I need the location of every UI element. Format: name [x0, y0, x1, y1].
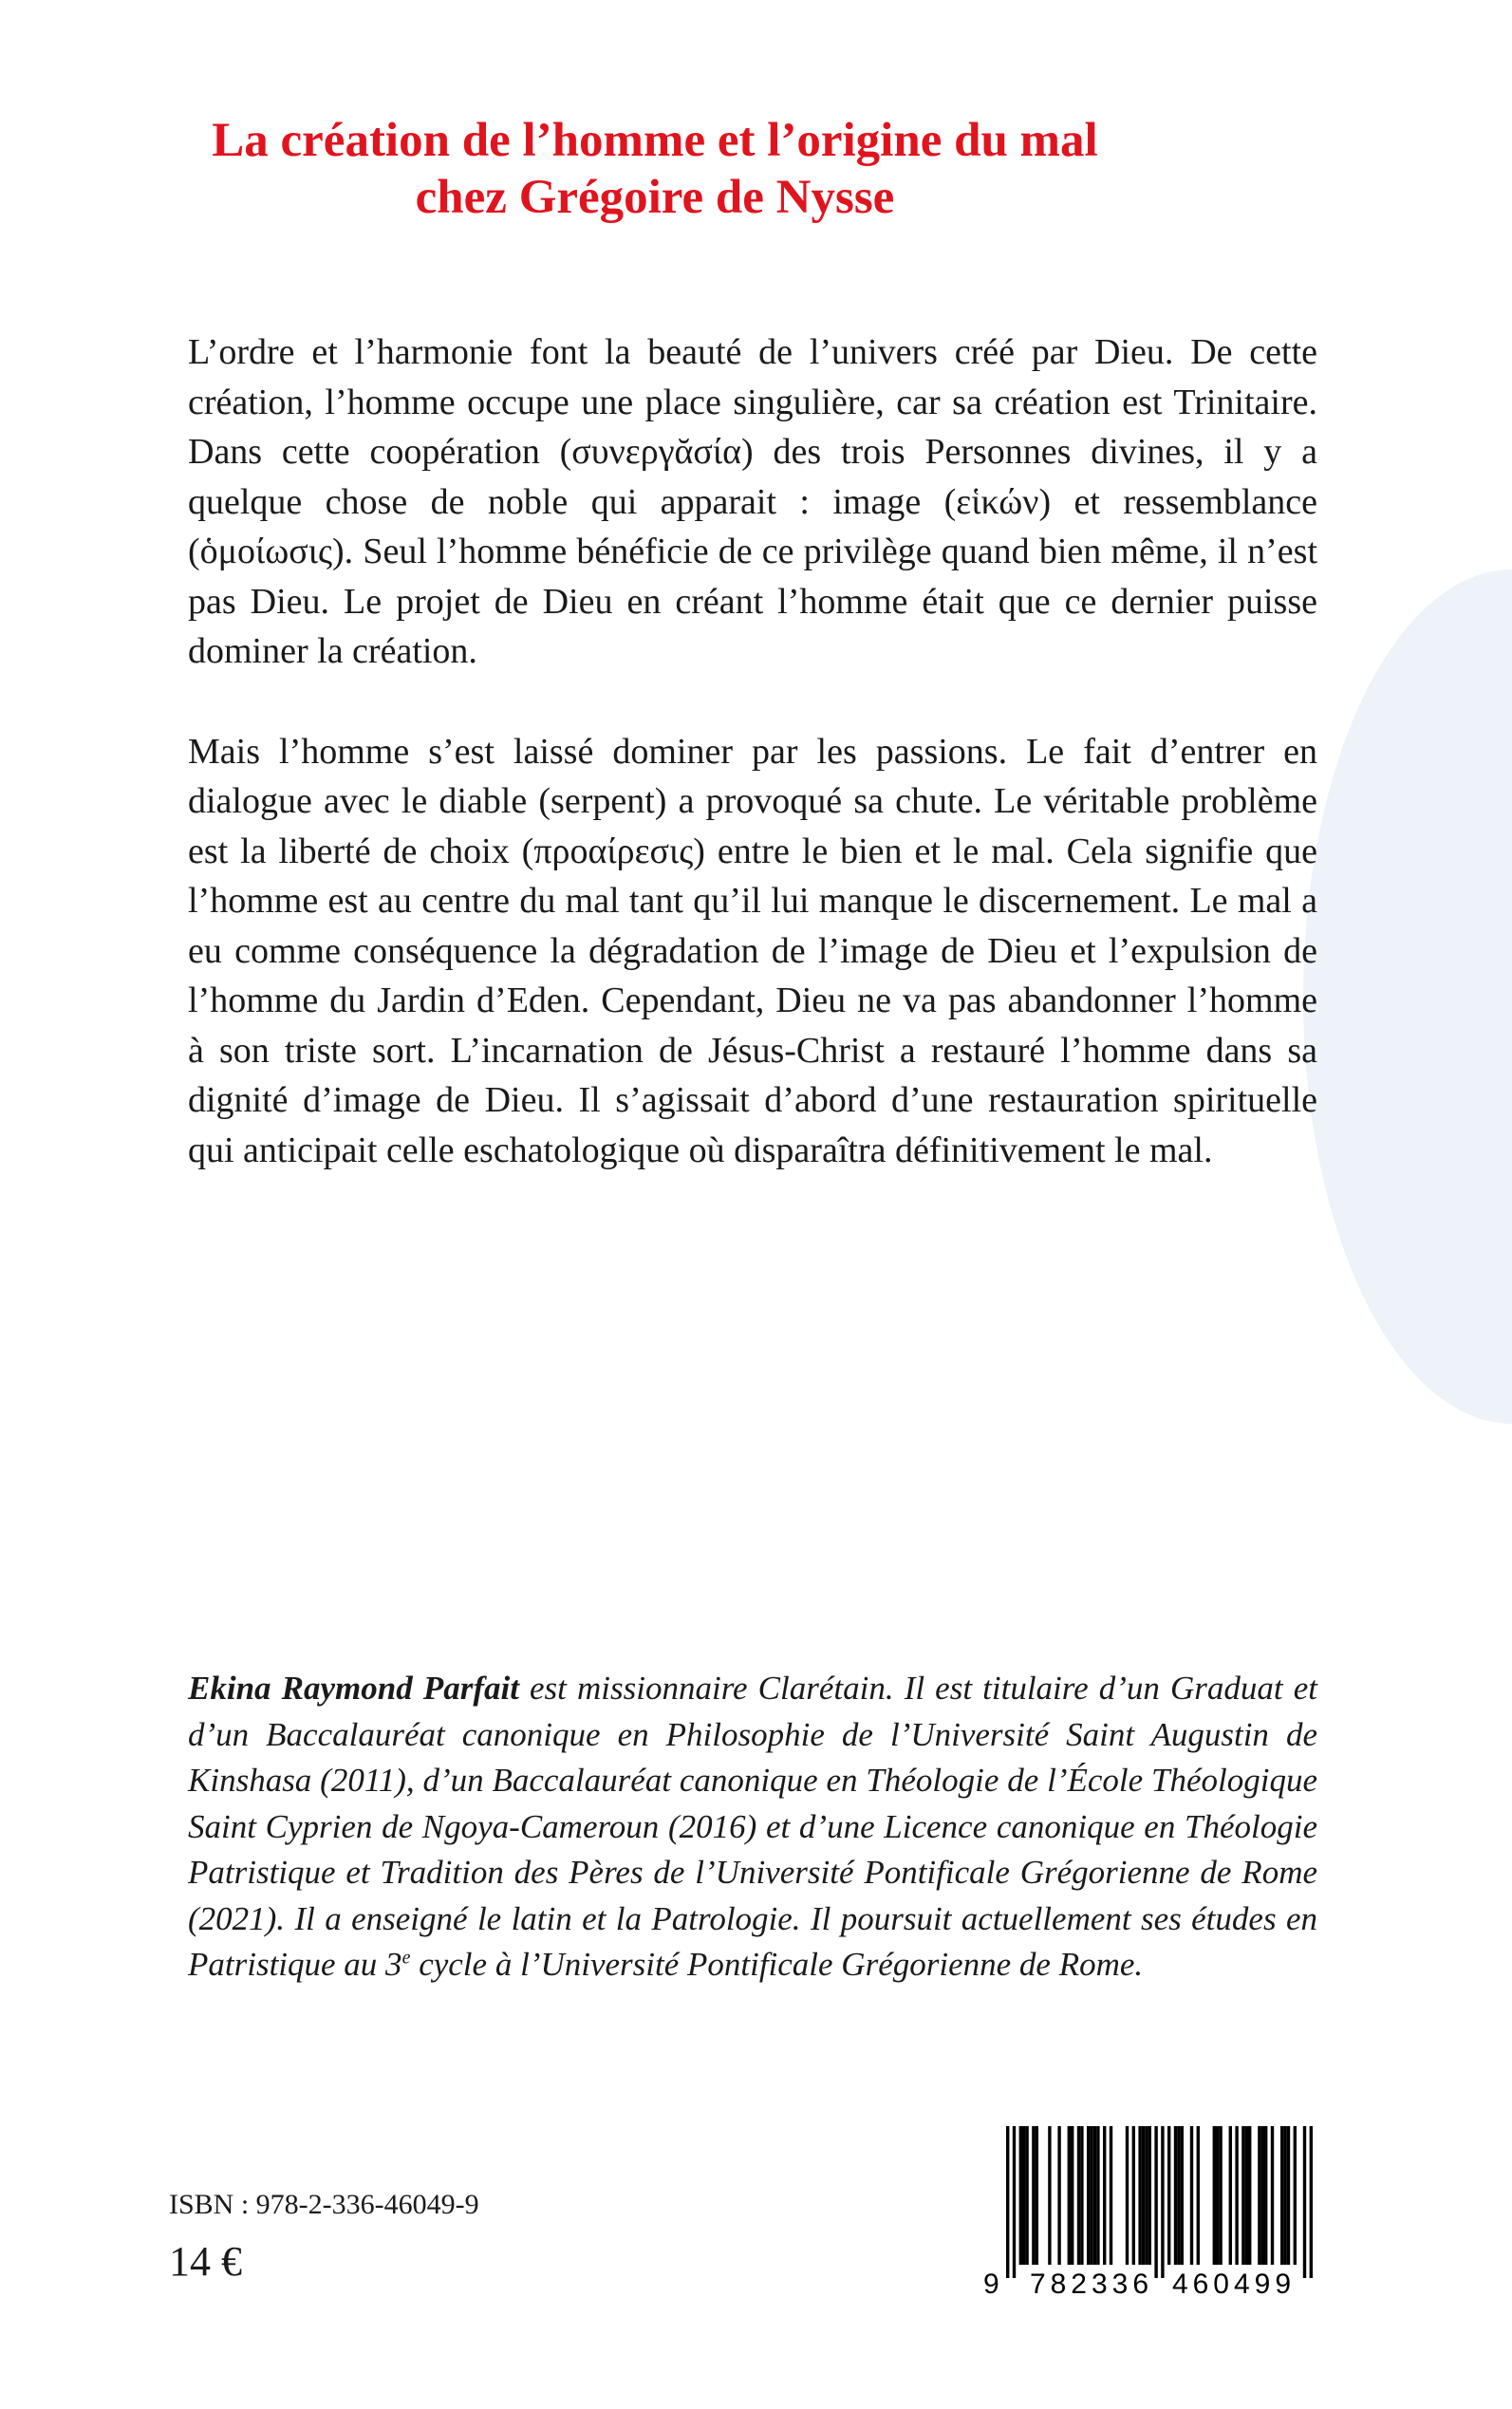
barcode-bar [1036, 2126, 1038, 2265]
bio-text-part-1: est missionnaire Clarétain. Il est titulaire d’un Graduat et d’un Baccalauréat canonique en Philosophie de l’Université Saint Augustin de Kinshasa (2011), d’un Baccalauréat canonique en Théologie de l’École Théologique Saint Cyprien de Ngoya-Cameroun (2016) et d’une Licence canonique en Théologie Patristique et Tradition des Pères de l’Université Pontificale Grégorienne de Rome (2021). Il a enseigné le latin et la Patrologie. Il poursuit actuellement ses études en Patristique au 3 [188, 1670, 1317, 1983]
barcode-bar [1032, 2126, 1035, 2265]
barcode-bar [1241, 2126, 1244, 2265]
barcode-left-digits: 782336 [1029, 2269, 1154, 2300]
barcode-bar [1022, 2126, 1025, 2265]
barcode-bar [1161, 2126, 1164, 2278]
barcode-bar [1048, 2126, 1051, 2265]
author-biography [188, 1666, 1317, 1989]
book-title-line-1: La création de l’homme et l’origine du mal [212, 114, 1098, 167]
barcode-first-digit: 9 [983, 2269, 999, 2300]
barcode-bar [1303, 2126, 1306, 2278]
barcode-bar [1235, 2126, 1238, 2265]
barcode-bar [1006, 2126, 1009, 2278]
barcode-bar [1071, 2126, 1073, 2265]
barcode-bar [1096, 2126, 1099, 2265]
barcode-bar [1080, 2126, 1083, 2265]
barcode-bar [1019, 2126, 1022, 2265]
summary-paragraph-1: L’ordre et l’harmonie font la beauté de l’univers créé par Dieu. De cette création, l’homme occupe une place singulière, car sa création est Trinitaire. Dans cette coopération (συνεργᾰσία) des trois Personnes divines, il y a quelque chose de noble qui apparait : image (εἱκών) et ressemblance (ὁμοίωσις). Seul l’homme bénéficie de ce privilège quand bien même, il n’est pas Dieu. Le projet de Dieu en créant l’homme était que ce dernier puisse dominer la création. [188, 332, 1317, 671]
barcode-bar [1310, 2126, 1313, 2278]
barcode-bar [1154, 2126, 1157, 2278]
barcode-bar [1280, 2126, 1283, 2265]
barcode-bar [1287, 2126, 1290, 2265]
summary-paragraph-2: Mais l’homme s’est laissé dominer par les passions. Le fait d’entrer en dialogue avec le diable (serpent) a provoqué sa chute. Le véritable problème est la liberté de choix (προαίρεσις) entre le bien et le mal. Cela signifie que l’homme est au centre du mal tant qu’il lui manque le discernement. Le mal a eu comme conséquence la dégradation de l’image de Dieu et l’expulsion de l’homme du Jardin d’Eden. Cependant, Dieu ne va pas abandonner l’homme à son triste sort. L’incarnation de Jésus-Christ a restauré l’homme dans sa dignité d’image de Dieu. Il s’agissait d’abord d’une restauration spirituelle qui anticipait celle eschatologique où disparaîtra définitivement le mal. [188, 731, 1317, 1170]
book-title [95, 112, 1215, 226]
barcode-graphic [978, 2124, 1336, 2305]
barcode-bar [1025, 2126, 1028, 2265]
bio-text-part-2: cycle à l’Université Pontificale Grégorienne de Rome. [410, 1946, 1144, 1983]
barcode-bar [1190, 2126, 1193, 2265]
barcode-bar [1148, 2126, 1151, 2265]
barcode-bar [1264, 2126, 1267, 2265]
barcode-bar [1258, 2126, 1260, 2265]
barcode-bar [1294, 2126, 1297, 2265]
isbn-number: ISBN : 978-2-336-46049-9 [169, 2189, 479, 2220]
barcode-bar [1167, 2126, 1170, 2265]
barcode-bar [1138, 2126, 1141, 2265]
barcode-bar [1181, 2126, 1184, 2265]
barcode-bar [1103, 2126, 1106, 2265]
barcode-bar [1174, 2126, 1177, 2265]
barcode-bar [1245, 2126, 1248, 2265]
barcode-bar [1248, 2126, 1251, 2265]
isbn-barcode [978, 2124, 1336, 2305]
barcode-bar [1213, 2126, 1216, 2265]
book-price: 14 € [169, 2238, 242, 2285]
barcode-bar [1142, 2126, 1145, 2265]
barcode-bar [1145, 2126, 1148, 2265]
barcode-bar [1013, 2126, 1016, 2278]
barcode-bar [1090, 2126, 1092, 2265]
barcode-bar [1261, 2126, 1264, 2265]
barcode-bar [1077, 2126, 1080, 2265]
barcode-bar [1219, 2126, 1222, 2265]
book-summary [188, 327, 1317, 1225]
barcode-bars [1006, 2126, 1313, 2278]
background-decor-shape [1303, 570, 1512, 1424]
barcode-bar [1093, 2126, 1096, 2265]
bio-ordinal-superscript: e [401, 1947, 411, 1969]
barcode-bar [1132, 2126, 1135, 2265]
barcode-bar [1271, 2126, 1274, 2265]
barcode-bar [1216, 2126, 1219, 2265]
barcode-right-digits: 460499 [1171, 2269, 1297, 2300]
barcode-bar [1177, 2126, 1180, 2265]
barcode-bar [1229, 2126, 1232, 2265]
barcode-bar [1283, 2126, 1286, 2265]
barcode-bar [1087, 2126, 1090, 2265]
barcode-bar [1126, 2126, 1129, 2265]
author-name: Ekina Raymond Parfait [188, 1670, 519, 1707]
barcode-bar [1110, 2126, 1112, 2265]
barcode-bar [1197, 2126, 1200, 2265]
barcode-bar [1068, 2126, 1071, 2265]
barcode-bar [1057, 2126, 1060, 2265]
book-title-line-2: chez Grégoire de Nysse [415, 171, 895, 224]
